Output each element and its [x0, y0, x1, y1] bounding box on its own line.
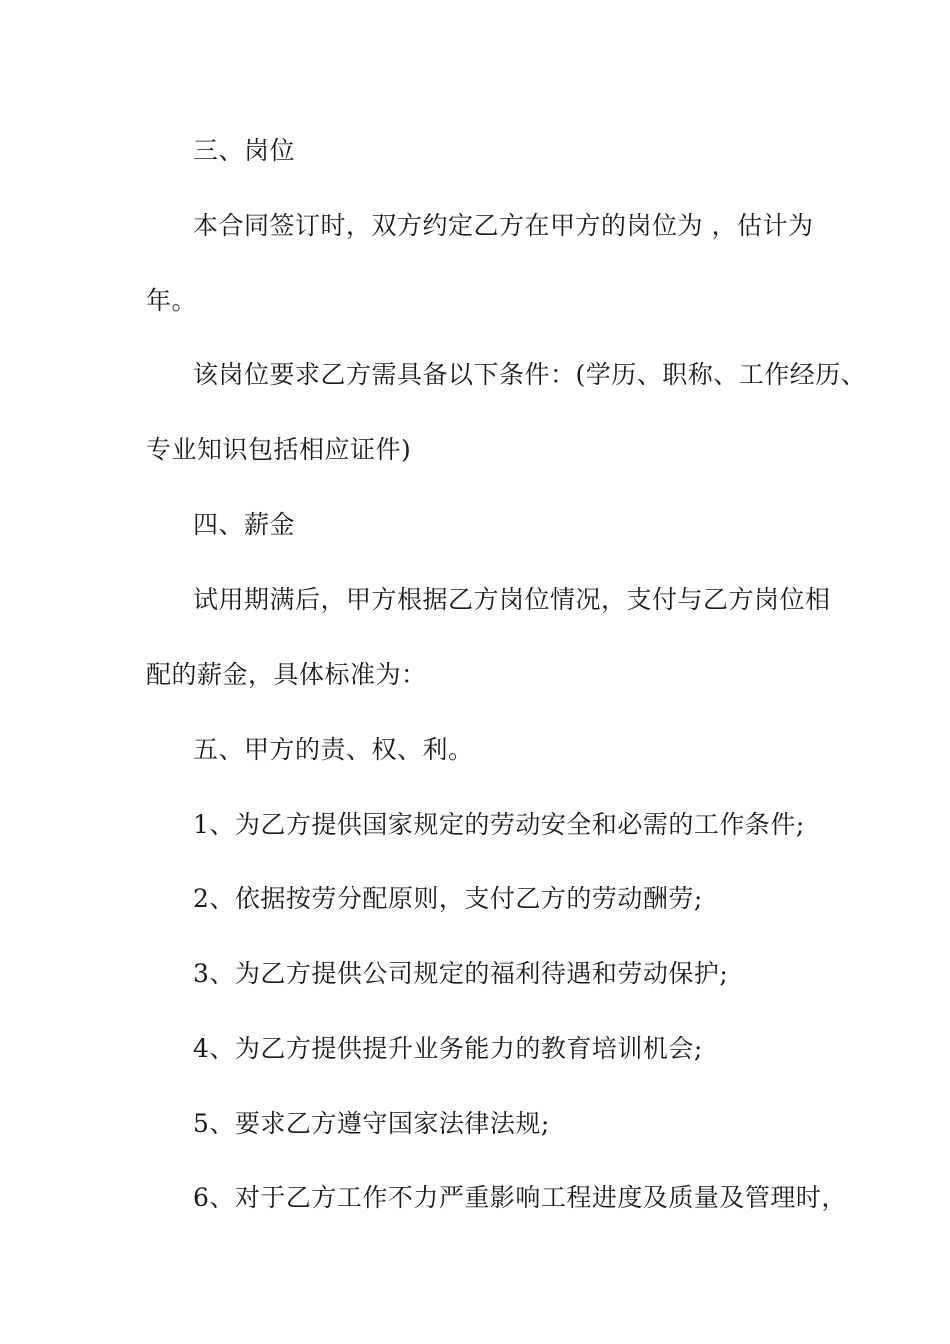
list-item: 5、要求乙方遵守国家法律法规;: [193, 1109, 550, 1138]
section-5-heading: 五、甲方的责、权、利。: [193, 735, 474, 764]
list-item: 1、为乙方提供国家规定的劳动安全和必需的工作条件;: [193, 810, 805, 839]
section-4-paragraph-1-line-2: 配的薪金，具体标准为：: [146, 660, 427, 689]
list-item: 4、为乙方提供提升业务能力的教育培训机会;: [193, 1034, 703, 1063]
section-3-paragraph-2-line-2: 专业知识包括相应证件): [146, 435, 412, 464]
section-4-paragraph-1-line-1: 试用期满后，甲方根据乙方岗位情况，支付与乙方岗位相: [193, 585, 831, 614]
section-3-paragraph-1-line-1: 本合同签订时，双方约定乙方在甲方的岗位为 ，估计为: [193, 211, 814, 240]
section-4-heading: 四、薪金: [193, 510, 296, 539]
section-3-paragraph-1-line-2: 年。: [146, 286, 198, 315]
list-item: 6、对于乙方工作不力严重影响工程进度及质量及管理时，: [193, 1183, 847, 1212]
section-3-heading: 三、岗位: [193, 136, 296, 165]
section-3-paragraph-2-line-1: 该岗位要求乙方需具备以下条件：(学历、职称、工作经历、: [193, 360, 867, 389]
list-item: 3、为乙方提供公司规定的福利待遇和劳动保护;: [193, 959, 729, 988]
list-item: 2、依据按劳分配原则，支付乙方的劳动酬劳;: [193, 884, 703, 913]
